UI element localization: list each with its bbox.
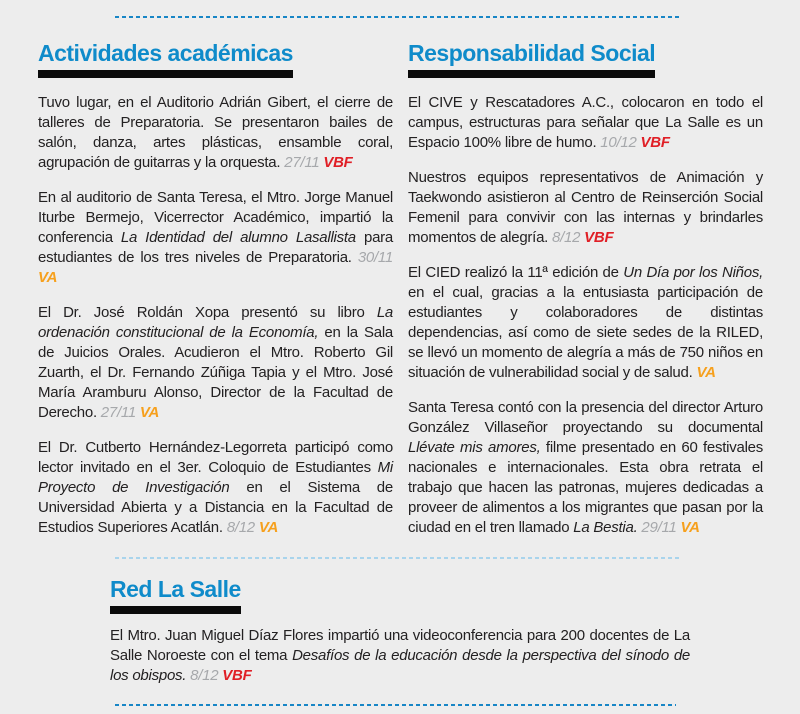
news-item	[38, 438, 393, 538]
date-label: 27/11	[284, 154, 324, 171]
body-text: El CIVE y Rescatadores A.C., colocaron en todo el campus, estructuras para señalar que La Salle es un Espacio 100% libre de humo.	[408, 94, 763, 151]
author-tag: VBF	[323, 154, 353, 171]
news-item	[408, 93, 763, 153]
section-actividades-academicas	[38, 40, 393, 553]
date-label: 10/12	[600, 134, 641, 151]
news-item	[408, 263, 763, 383]
body-text: en el cual, gracias a la entusiasta participación de estudiantes y colaboradores de distintas dependencias, así como de siete sedes de la RILED, se llevó un momento de alegría a más de 750 niños en situación de vulnerabilidad social y de salud.	[408, 284, 763, 381]
body-text: Santa Teresa contó con la presencia del director Arturo González Villaseñor proyectando su documental	[408, 399, 763, 436]
section-header	[38, 40, 293, 78]
work-title: Desafíos de la educación desde la perspectiva del sínodo de los obispos.	[110, 647, 691, 684]
author-tag: VBF	[222, 667, 252, 684]
section-paragraphs	[408, 93, 763, 538]
news-item	[38, 303, 393, 423]
section-paragraphs	[110, 626, 690, 686]
section-red-la-salle	[110, 576, 690, 701]
news-item	[110, 626, 690, 686]
work-title: La Bestia.	[573, 519, 638, 536]
body-text: El CIED realizó la 11ª edición de	[408, 264, 624, 281]
news-columns	[38, 40, 763, 553]
body-text: Tuvo lugar, en el Auditorio Adrián Gibert, el cierre de talleres de Preparatoria. Se presentaron bailes de salón, danza, artes plásticas, ensamble coral, agrupación de guitarras y la orquesta.	[38, 94, 393, 171]
section-header	[408, 40, 655, 78]
work-title: Un Día por los Niños,	[623, 264, 763, 281]
dashed-divider-middle	[115, 557, 680, 559]
section-header	[110, 576, 241, 614]
author-tag: VA	[680, 519, 700, 536]
date-label: 8/12	[190, 667, 223, 684]
author-tag: VA	[38, 269, 58, 286]
title-underline-bar	[38, 70, 293, 78]
title-underline-bar	[408, 70, 655, 78]
date-label: 27/11	[100, 404, 140, 421]
work-title: La Identidad del alumno Lasallista	[120, 229, 356, 246]
date-label: 29/11	[641, 519, 681, 536]
date-label: 8/12	[226, 519, 259, 536]
news-item	[38, 188, 393, 288]
body-text: en el Sistema de Universidad Abierta y a Distancia en la Facultad de Estudios Superiores Acatlán.	[38, 479, 393, 536]
section-responsabilidad-social	[408, 40, 763, 553]
body-text: Nuestros equipos representativos de Animación y Taekwondo asistieron al Centro de Reinserción Social Femenil para convivir con las internas y brindarles momentos de alegría.	[408, 169, 763, 246]
dashed-divider-top	[115, 16, 681, 18]
date-label: 30/11	[357, 249, 393, 266]
author-tag: VBF	[640, 134, 670, 151]
title-underline-bar	[110, 606, 241, 614]
work-title: Mi Proyecto de Investigación	[38, 459, 393, 496]
author-tag: VA	[258, 519, 279, 536]
body-text: El Dr. Cutberto Hernández-Legorreta participó como lector invitado en el 3er. Coloquio de Estudiantes	[38, 439, 393, 476]
body-text: para estudiantes de los tres niveles de Preparatoria.	[38, 229, 393, 266]
author-tag: VA	[139, 404, 160, 421]
news-item	[408, 168, 763, 248]
section-title: Actividades académicas	[38, 40, 293, 66]
section-title: Red La Salle	[110, 576, 241, 602]
work-title: La ordenación constitucional de la Economía,	[38, 304, 393, 341]
dashed-divider-bottom	[115, 704, 676, 706]
news-item	[38, 93, 393, 173]
body-text: El Dr. José Roldán Xopa presentó su libro	[38, 304, 377, 321]
section-title: Responsabilidad Social	[408, 40, 656, 66]
body-text: filme presentado en 60 festivales nacionales e internacionales. Esta obra retrata el trabajo que hacen las patronas, mujeres dedicadas a proveer de alimentos a los migrantes que pasan por la ciudad en el tren llamado	[408, 439, 763, 536]
body-text: en la Sala de Juicios Orales. Acudieron el Mtro. Roberto Gil Zuarth, el Dr. Fernando Zúñiga Tapia y el Mtro. José María Aramburu Alonso, Director de la Facultad de Derecho.	[38, 324, 394, 421]
body-text: El Mtro. Juan Miguel Díaz Flores impartió una videoconferencia para 200 docentes de La Salle Noroeste con el tema	[110, 627, 690, 664]
date-label: 8/12	[552, 229, 585, 246]
author-tag: VBF	[584, 229, 614, 246]
author-tag: VA	[696, 364, 716, 381]
work-title: Llévate mis amores,	[408, 439, 541, 456]
section-paragraphs	[38, 93, 393, 538]
news-item	[408, 398, 763, 538]
body-text: En al auditorio de Santa Teresa, el Mtro. Jorge Manuel Iturbe Bermejo, Vicerrector Académico, impartió la conferencia	[38, 189, 393, 246]
